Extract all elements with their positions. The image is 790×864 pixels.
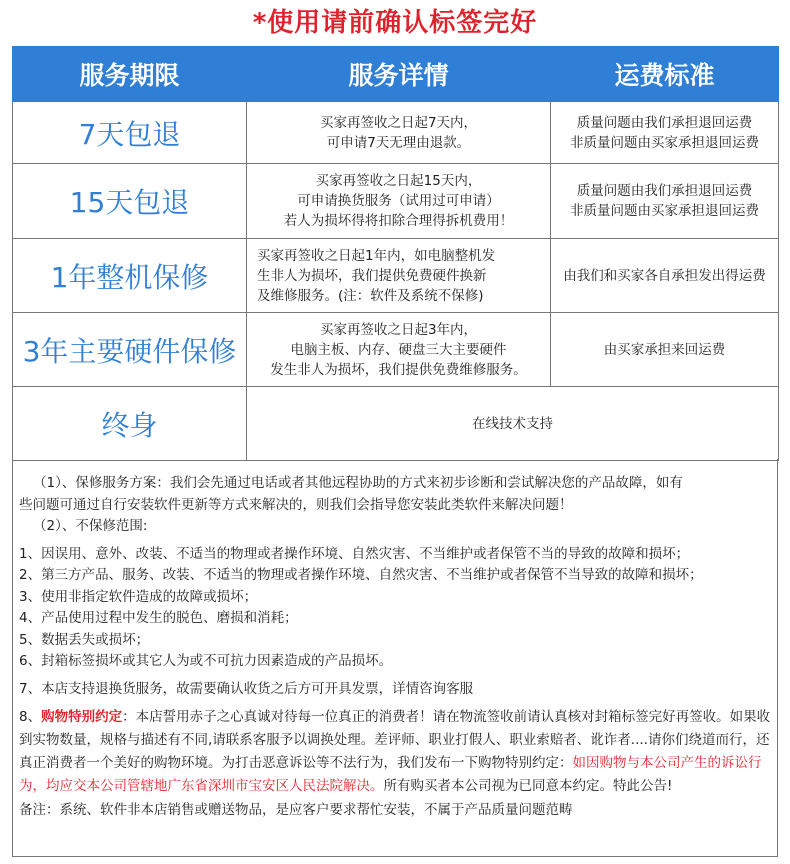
header-fee: 运费标准 bbox=[551, 47, 779, 102]
period-cell: 15天包退 bbox=[13, 164, 247, 239]
list-item: 5、数据丢失或损坏； bbox=[19, 631, 150, 648]
detail-cell: 买家再签收之日起15天内， 可申请换货服务（试用过可申请） 若人为损坏得将扣除合理得拆机费用！ bbox=[247, 164, 551, 239]
header-detail: 服务详情 bbox=[247, 47, 551, 102]
note-warranty-line2: 些问题可通过自行安装软件更新等方式来解决的，则我们会指导您安装此类软件来解决问题！ bbox=[19, 496, 573, 513]
detail-cell: 买家再签收之日起7天内， 可申请7天无理由退款。 bbox=[247, 102, 551, 164]
list-item: 3、使用非指定软件造成的故障或损坏； bbox=[19, 588, 258, 605]
fee-cell: 由买家承担来回运费 bbox=[551, 313, 779, 387]
note-exclusions-heading: （2）、不保修范围: bbox=[33, 518, 148, 534]
item8-text: ：本店誓用赤子之心真诚对待每一位真正的消费者！请在物流签收前请认真核对封箱标签完好再签收。如果收到实物数量，规格与描述有不同,请联系客服予以调换处理。差评师、职业打假人、职业索赔者、讹诈者....请你们绕道而行，还真正消费者一个美好的购物环境。为打击恶意诉讼等不法行为，我们发布一下购物特别约定： bbox=[19, 709, 771, 771]
fee-cell: 质量问题由我们承担退回运费 非质量问题由买家承担退回运费 bbox=[551, 164, 779, 239]
service-notes bbox=[12, 459, 778, 857]
list-item: 2、第三方产品、服务、改装、不适当的物理或者操作环境、自然灾害、不当维护或者保管不当导致的故障和损坏； bbox=[19, 567, 703, 583]
item8-closing: 所有购买者本公司视为已同意本约定。特此公告! bbox=[383, 778, 673, 794]
period-cell: 3年主要硬件保修 bbox=[13, 313, 247, 387]
service-table bbox=[12, 46, 779, 461]
detail-cell: 在线技术支持 bbox=[247, 387, 779, 461]
page-title: *使用请前确认标签完好 bbox=[252, 8, 538, 38]
list-item: 7、本店支持退换货服务，故需要确认收货之后方可开具发票，详情咨询客服 bbox=[19, 680, 474, 697]
table-row bbox=[13, 387, 779, 461]
item8-label: 购物特别约定 bbox=[41, 709, 123, 725]
period-cell: 7天包退 bbox=[13, 102, 247, 164]
fee-cell: 由我们和买家各自承担发出得运费 bbox=[551, 239, 779, 313]
table-row bbox=[13, 102, 779, 164]
fee-cell: 质量问题由我们承担退回运费 非质量问题由买家承担退回运费 bbox=[551, 102, 779, 164]
remark: 备注：系统、软件非本店销售或赠送物品，是应客户要求帮忙安装，不属于产品质量问题范畴 bbox=[19, 802, 573, 818]
detail-cell: 买家再签收之日起3年内， 电脑主板、内存、硬盘三大主要硬件 发生非人为损坏，我们提供免费维修服务。 bbox=[247, 313, 551, 387]
list-item: 1、因误用、意外、改装、不适当的物理或者操作环境、自然灾害、不当维护或者保管不当的导致的故障和损坏； bbox=[19, 545, 690, 562]
table-row bbox=[13, 239, 779, 313]
list-item: 6、封箱标签损坏或其它人为或不可抗力因素造成的产品损坏。 bbox=[19, 653, 393, 669]
note-warranty-line1: （1）、保修服务方案：我们会先通过电话或者其他远程协助的方式来初步诊断和尝试解决您的产品故障，如有 bbox=[33, 475, 683, 491]
item8-court-clause: 如因购物与本公司产生的诉讼行为，均应交本公司管辖地广东省深圳市宝安区人民法院解决。 bbox=[19, 755, 762, 794]
table-header-row bbox=[13, 47, 779, 102]
period-cell: 1年整机保修 bbox=[13, 239, 247, 313]
table-row bbox=[13, 164, 779, 239]
special-agreement bbox=[19, 706, 771, 798]
table-row bbox=[13, 313, 779, 387]
header-period: 服务期限 bbox=[13, 47, 247, 102]
detail-cell: 买家再签收之日起1年内，如电脑整机发 生非人为损坏，我们提供免费硬件换新 及维修服务。(注：软件及系统不保修) bbox=[247, 239, 551, 313]
period-cell: 终身 bbox=[13, 387, 247, 461]
list-item: 4、产品使用过程中发生的脱色、磨损和消耗； bbox=[19, 610, 298, 626]
item8-prefix: 8、 bbox=[19, 709, 42, 725]
